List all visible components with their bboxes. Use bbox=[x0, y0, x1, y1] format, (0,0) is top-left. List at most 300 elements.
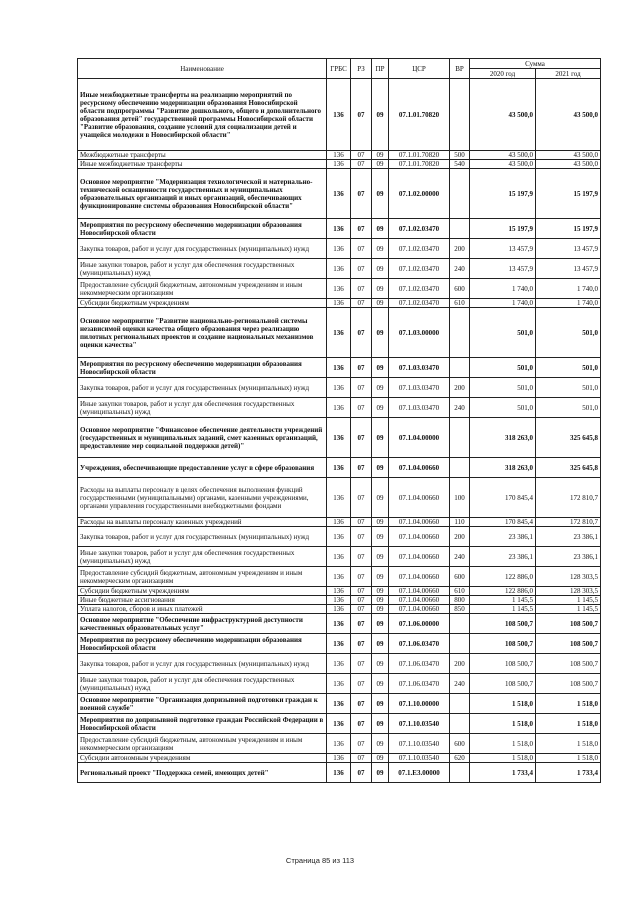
row-grbs: 136 bbox=[327, 518, 351, 527]
row-pr: 09 bbox=[372, 614, 389, 634]
row-csr: 07.1.01.70820 bbox=[389, 160, 450, 169]
row-vr bbox=[450, 694, 470, 714]
row-rz: 07 bbox=[351, 378, 372, 398]
table-row bbox=[78, 654, 601, 674]
table-row bbox=[78, 358, 601, 378]
row-sum-2021: 325 645,8 bbox=[536, 458, 601, 478]
row-rz: 07 bbox=[351, 734, 372, 754]
row-sum-2021: 325 645,8 bbox=[536, 418, 601, 458]
row-grbs: 136 bbox=[327, 605, 351, 614]
row-grbs: 136 bbox=[327, 547, 351, 567]
row-rz: 07 bbox=[351, 279, 372, 299]
row-sum-2021: 1 740,0 bbox=[536, 299, 601, 308]
row-sum-2021: 1 145,5 bbox=[536, 605, 601, 614]
row-pr: 09 bbox=[372, 567, 389, 587]
table-body bbox=[78, 79, 601, 783]
row-sum-2020: 43 500,0 bbox=[470, 151, 536, 160]
row-rz: 07 bbox=[351, 518, 372, 527]
row-pr: 09 bbox=[372, 79, 389, 151]
row-sum-2021: 15 197,9 bbox=[536, 169, 601, 219]
row-rz: 07 bbox=[351, 547, 372, 567]
row-sum-2020: 15 197,9 bbox=[470, 219, 536, 239]
row-sum-2021: 501,0 bbox=[536, 308, 601, 358]
table-row bbox=[78, 169, 601, 219]
row-sum-2020: 13 457,9 bbox=[470, 239, 536, 259]
row-pr: 09 bbox=[372, 634, 389, 654]
table-row bbox=[78, 151, 601, 160]
row-csr: 07.1.01.70820 bbox=[389, 151, 450, 160]
row-csr: 07.1.10.00000 bbox=[389, 694, 450, 714]
row-grbs: 136 bbox=[327, 299, 351, 308]
table-row bbox=[78, 734, 601, 754]
row-csr: 07.1.06.03470 bbox=[389, 654, 450, 674]
row-sum-2021: 1 518,0 bbox=[536, 754, 601, 763]
row-name: Учреждения, обеспечивающие предоставление услуг в сфере образования bbox=[78, 458, 327, 478]
row-sum-2021: 128 303,5 bbox=[536, 567, 601, 587]
row-vr bbox=[450, 418, 470, 458]
row-csr: 07.1.04.00660 bbox=[389, 547, 450, 567]
row-grbs: 136 bbox=[327, 169, 351, 219]
row-vr: 500 bbox=[450, 151, 470, 160]
row-vr bbox=[450, 614, 470, 634]
row-grbs: 136 bbox=[327, 160, 351, 169]
row-sum-2020: 1 518,0 bbox=[470, 694, 536, 714]
row-pr: 09 bbox=[372, 151, 389, 160]
row-grbs: 136 bbox=[327, 358, 351, 378]
row-sum-2021: 108 500,7 bbox=[536, 674, 601, 694]
row-vr: 800 bbox=[450, 596, 470, 605]
row-pr: 09 bbox=[372, 654, 389, 674]
row-name: Иные закупки товаров, работ и услуг для обеспечения государственных (муниципальных) нужд bbox=[78, 547, 327, 567]
row-pr: 09 bbox=[372, 674, 389, 694]
row-name: Субсидии автономным учреждениям bbox=[78, 754, 327, 763]
row-sum-2021: 501,0 bbox=[536, 398, 601, 418]
row-name: Иные межбюджетные трансферты на реализацию мероприятий по ресурсному обеспечению модернизации образования Новосибирской области подпрограммы "Развитие дошкольного, общего и дополнительного образования детей" государственной программы Новосибирской области "Развитие образования, создание условий для социализации детей и учащейся молодежи в Новосибирской области" bbox=[78, 79, 327, 151]
row-vr: 200 bbox=[450, 654, 470, 674]
row-grbs: 136 bbox=[327, 714, 351, 734]
row-rz: 07 bbox=[351, 239, 372, 259]
row-name: Предоставление субсидий бюджетным, автономным учреждениям и иным некоммерческим организациям bbox=[78, 279, 327, 299]
row-vr: 600 bbox=[450, 734, 470, 754]
table-row bbox=[78, 79, 601, 151]
row-sum-2020: 1 518,0 bbox=[470, 714, 536, 734]
row-sum-2021: 108 500,7 bbox=[536, 634, 601, 654]
row-pr: 09 bbox=[372, 279, 389, 299]
row-name: Мероприятия по ресурсному обеспечению модернизации образования Новосибирской области bbox=[78, 634, 327, 654]
row-csr: 07.1.04.00660 bbox=[389, 596, 450, 605]
row-rz: 07 bbox=[351, 634, 372, 654]
table-row bbox=[78, 714, 601, 734]
row-name: Уплата налогов, сборов и иных платежей bbox=[78, 605, 327, 614]
row-csr: 07.1.10.03540 bbox=[389, 714, 450, 734]
row-vr: 540 bbox=[450, 160, 470, 169]
row-pr: 09 bbox=[372, 547, 389, 567]
row-sum-2021: 23 386,1 bbox=[536, 547, 601, 567]
row-vr: 240 bbox=[450, 259, 470, 279]
row-rz: 07 bbox=[351, 259, 372, 279]
row-pr: 09 bbox=[372, 219, 389, 239]
row-pr: 09 bbox=[372, 299, 389, 308]
row-sum-2021: 172 810,7 bbox=[536, 478, 601, 518]
table-row bbox=[78, 634, 601, 654]
row-sum-2021: 23 386,1 bbox=[536, 527, 601, 547]
row-grbs: 136 bbox=[327, 239, 351, 259]
row-sum-2021: 172 810,7 bbox=[536, 518, 601, 527]
row-name: Субсидии бюджетным учреждениям bbox=[78, 587, 327, 596]
row-csr: 07.1.04.00660 bbox=[389, 518, 450, 527]
table-row bbox=[78, 587, 601, 596]
row-grbs: 136 bbox=[327, 763, 351, 783]
row-grbs: 136 bbox=[327, 458, 351, 478]
row-csr: 07.1.06.03470 bbox=[389, 634, 450, 654]
row-csr: 07.1.04.00660 bbox=[389, 458, 450, 478]
row-vr bbox=[450, 634, 470, 654]
row-sum-2021: 1 740,0 bbox=[536, 279, 601, 299]
row-sum-2021: 501,0 bbox=[536, 358, 601, 378]
row-rz: 07 bbox=[351, 418, 372, 458]
row-pr: 09 bbox=[372, 518, 389, 527]
row-grbs: 136 bbox=[327, 418, 351, 458]
table-row bbox=[78, 239, 601, 259]
row-pr: 09 bbox=[372, 239, 389, 259]
row-name: Основное мероприятие "Развитие национально-региональной системы независимой оценки качества общего образования через реализацию пилотных региональных проектов и создание национальных механизмов оценки качества" bbox=[78, 308, 327, 358]
row-rz: 07 bbox=[351, 478, 372, 518]
row-csr: 07.1.04.00660 bbox=[389, 587, 450, 596]
row-sum-2020: 501,0 bbox=[470, 358, 536, 378]
row-sum-2021: 15 197,9 bbox=[536, 219, 601, 239]
row-rz: 07 bbox=[351, 754, 372, 763]
row-csr: 07.1.02.03470 bbox=[389, 299, 450, 308]
row-csr: 07.1.04.00660 bbox=[389, 567, 450, 587]
row-vr bbox=[450, 358, 470, 378]
row-sum-2021: 108 500,7 bbox=[536, 614, 601, 634]
row-sum-2020: 170 845,4 bbox=[470, 478, 536, 518]
row-name: Закупка товаров, работ и услуг для государственных (муниципальных) нужд bbox=[78, 654, 327, 674]
row-sum-2020: 1 518,0 bbox=[470, 734, 536, 754]
row-pr: 09 bbox=[372, 169, 389, 219]
row-grbs: 136 bbox=[327, 734, 351, 754]
row-name: Субсидии бюджетным учреждениям bbox=[78, 299, 327, 308]
row-grbs: 136 bbox=[327, 398, 351, 418]
table-row bbox=[78, 605, 601, 614]
row-sum-2021: 1 518,0 bbox=[536, 714, 601, 734]
row-name: Основное мероприятие "Модернизация технологической и материально-технической оснащенности государственных и муниципальных образовательных организаций и иных организаций, обеспечивающих функционирование системы образования Новосибирской области" bbox=[78, 169, 327, 219]
row-csr: 07.1.02.03470 bbox=[389, 259, 450, 279]
row-sum-2021: 13 457,9 bbox=[536, 239, 601, 259]
header-pr: ПР bbox=[372, 59, 389, 79]
row-name: Мероприятия по допризывной подготовке граждан Российской Федерации в Новосибирской области bbox=[78, 714, 327, 734]
table-row bbox=[78, 458, 601, 478]
row-pr: 09 bbox=[372, 763, 389, 783]
row-rz: 07 bbox=[351, 694, 372, 714]
table-row bbox=[78, 219, 601, 239]
row-csr: 07.1.02.00000 bbox=[389, 169, 450, 219]
row-vr bbox=[450, 79, 470, 151]
row-sum-2020: 318 263,0 bbox=[470, 418, 536, 458]
row-pr: 09 bbox=[372, 308, 389, 358]
row-vr: 600 bbox=[450, 567, 470, 587]
table-row bbox=[78, 418, 601, 458]
row-sum-2020: 1 740,0 bbox=[470, 299, 536, 308]
row-rz: 07 bbox=[351, 527, 372, 547]
table-row bbox=[78, 478, 601, 518]
row-name: Иные закупки товаров, работ и услуг для обеспечения государственных (муниципальных) нужд bbox=[78, 259, 327, 279]
row-sum-2020: 1 518,0 bbox=[470, 754, 536, 763]
table-row bbox=[78, 518, 601, 527]
row-sum-2020: 501,0 bbox=[470, 378, 536, 398]
row-csr: 07.1.02.03470 bbox=[389, 239, 450, 259]
row-name: Закупка товаров, работ и услуг для государственных (муниципальных) нужд bbox=[78, 239, 327, 259]
row-pr: 09 bbox=[372, 714, 389, 734]
row-csr: 07.1.03.00000 bbox=[389, 308, 450, 358]
row-grbs: 136 bbox=[327, 654, 351, 674]
table-row bbox=[78, 754, 601, 763]
row-pr: 09 bbox=[372, 160, 389, 169]
row-rz: 07 bbox=[351, 398, 372, 418]
table-row bbox=[78, 527, 601, 547]
row-sum-2020: 15 197,9 bbox=[470, 169, 536, 219]
row-pr: 09 bbox=[372, 478, 389, 518]
header-csr: ЦСР bbox=[389, 59, 450, 79]
table-row bbox=[78, 567, 601, 587]
row-grbs: 136 bbox=[327, 587, 351, 596]
header-rz: РЗ bbox=[351, 59, 372, 79]
row-name: Предоставление субсидий бюджетным, автономным учреждениям и иным некоммерческим организациям bbox=[78, 567, 327, 587]
row-sum-2021: 43 500,0 bbox=[536, 160, 601, 169]
table-row bbox=[78, 378, 601, 398]
row-vr: 100 bbox=[450, 478, 470, 518]
row-name: Закупка товаров, работ и услуг для государственных (муниципальных) нужд bbox=[78, 378, 327, 398]
row-name: Расходы на выплаты персоналу казенных учреждений bbox=[78, 518, 327, 527]
row-vr bbox=[450, 308, 470, 358]
row-name: Мероприятия по ресурсному обеспечению модернизации образования Новосибирской области bbox=[78, 358, 327, 378]
row-rz: 07 bbox=[351, 587, 372, 596]
row-grbs: 136 bbox=[327, 279, 351, 299]
row-pr: 09 bbox=[372, 596, 389, 605]
row-vr: 110 bbox=[450, 518, 470, 527]
row-rz: 07 bbox=[351, 308, 372, 358]
row-sum-2020: 122 886,0 bbox=[470, 587, 536, 596]
header-vr: ВР bbox=[450, 59, 470, 79]
table-row bbox=[78, 694, 601, 714]
row-rz: 07 bbox=[351, 151, 372, 160]
row-sum-2020: 43 500,0 bbox=[470, 160, 536, 169]
header-name: Наименование bbox=[78, 59, 327, 79]
row-sum-2021: 1 145,5 bbox=[536, 596, 601, 605]
row-vr: 240 bbox=[450, 398, 470, 418]
row-csr: 07.1.04.00000 bbox=[389, 418, 450, 458]
row-vr: 200 bbox=[450, 239, 470, 259]
table-row bbox=[78, 763, 601, 783]
row-name: Региональный проект "Поддержка семей, имеющих детей" bbox=[78, 763, 327, 783]
row-vr bbox=[450, 219, 470, 239]
row-pr: 09 bbox=[372, 418, 389, 458]
row-name: Иные закупки товаров, работ и услуг для обеспечения государственных (муниципальных) нужд bbox=[78, 398, 327, 418]
row-name: Мероприятия по ресурсному обеспечению модернизации образования Новосибирской области bbox=[78, 219, 327, 239]
row-rz: 07 bbox=[351, 79, 372, 151]
row-grbs: 136 bbox=[327, 634, 351, 654]
row-name: Иные межбюджетные трансферты bbox=[78, 160, 327, 169]
row-rz: 07 bbox=[351, 299, 372, 308]
row-sum-2021: 501,0 bbox=[536, 378, 601, 398]
row-csr: 07.1.03.03470 bbox=[389, 398, 450, 418]
row-grbs: 136 bbox=[327, 527, 351, 547]
document-page bbox=[77, 58, 600, 783]
row-sum-2021: 43 500,0 bbox=[536, 79, 601, 151]
row-vr bbox=[450, 169, 470, 219]
row-grbs: 136 bbox=[327, 308, 351, 358]
row-csr: 07.1.03.03470 bbox=[389, 358, 450, 378]
row-rz: 07 bbox=[351, 567, 372, 587]
row-rz: 07 bbox=[351, 654, 372, 674]
row-pr: 09 bbox=[372, 259, 389, 279]
row-sum-2020: 1 145,5 bbox=[470, 596, 536, 605]
row-rz: 07 bbox=[351, 458, 372, 478]
row-sum-2020: 170 845,4 bbox=[470, 518, 536, 527]
table-row bbox=[78, 614, 601, 634]
row-vr bbox=[450, 763, 470, 783]
row-csr: 07.1.04.00660 bbox=[389, 605, 450, 614]
row-grbs: 136 bbox=[327, 259, 351, 279]
row-csr: 07.1.02.03470 bbox=[389, 279, 450, 299]
row-csr: 07.1.06.03470 bbox=[389, 674, 450, 694]
row-pr: 09 bbox=[372, 378, 389, 398]
row-vr: 850 bbox=[450, 605, 470, 614]
row-sum-2021: 1 518,0 bbox=[536, 734, 601, 754]
row-sum-2020: 43 500,0 bbox=[470, 79, 536, 151]
row-name: Основное мероприятие "Организация допризывной подготовки граждан к военной службе" bbox=[78, 694, 327, 714]
row-csr: 07.1.E3.00000 bbox=[389, 763, 450, 783]
row-csr: 07.1.01.70820 bbox=[389, 79, 450, 151]
row-rz: 07 bbox=[351, 169, 372, 219]
row-vr: 240 bbox=[450, 547, 470, 567]
row-vr: 200 bbox=[450, 378, 470, 398]
row-sum-2021: 1 518,0 bbox=[536, 694, 601, 714]
table-row bbox=[78, 299, 601, 308]
row-pr: 09 bbox=[372, 587, 389, 596]
table-row bbox=[78, 160, 601, 169]
header-grbs: ГРБС bbox=[327, 59, 351, 79]
row-rz: 07 bbox=[351, 358, 372, 378]
row-sum-2020: 108 500,7 bbox=[470, 674, 536, 694]
table-row bbox=[78, 596, 601, 605]
row-rz: 07 bbox=[351, 596, 372, 605]
row-sum-2021: 43 500,0 bbox=[536, 151, 601, 160]
row-pr: 09 bbox=[372, 358, 389, 378]
row-vr: 620 bbox=[450, 754, 470, 763]
row-sum-2021: 108 500,7 bbox=[536, 654, 601, 674]
row-vr: 600 bbox=[450, 279, 470, 299]
row-pr: 09 bbox=[372, 605, 389, 614]
row-pr: 09 bbox=[372, 458, 389, 478]
header-year-2020: 2020 год bbox=[470, 69, 536, 79]
row-name: Основное мероприятие "Финансовое обеспечение деятельности учреждений (государственных и муниципальных заданий, смет казенных организаций, предоставление мер социальной поддержки детей)" bbox=[78, 418, 327, 458]
row-rz: 07 bbox=[351, 160, 372, 169]
row-name: Иные закупки товаров, работ и услуг для обеспечения государственных (муниципальных) нужд bbox=[78, 674, 327, 694]
row-rz: 07 bbox=[351, 714, 372, 734]
table-row bbox=[78, 259, 601, 279]
row-sum-2020: 23 386,1 bbox=[470, 547, 536, 567]
row-sum-2020: 108 500,7 bbox=[470, 654, 536, 674]
row-sum-2020: 501,0 bbox=[470, 398, 536, 418]
row-name: Межбюджетные трансферты bbox=[78, 151, 327, 160]
row-grbs: 136 bbox=[327, 674, 351, 694]
row-vr: 610 bbox=[450, 299, 470, 308]
row-name: Закупка товаров, работ и услуг для государственных (муниципальных) нужд bbox=[78, 527, 327, 547]
row-grbs: 136 bbox=[327, 478, 351, 518]
row-sum-2021: 128 303,5 bbox=[536, 587, 601, 596]
row-sum-2020: 122 886,0 bbox=[470, 567, 536, 587]
row-rz: 07 bbox=[351, 614, 372, 634]
row-pr: 09 bbox=[372, 398, 389, 418]
row-grbs: 136 bbox=[327, 567, 351, 587]
row-rz: 07 bbox=[351, 763, 372, 783]
row-grbs: 136 bbox=[327, 614, 351, 634]
table-row bbox=[78, 308, 601, 358]
table-row bbox=[78, 279, 601, 299]
row-csr: 07.1.02.03470 bbox=[389, 219, 450, 239]
table-row bbox=[78, 398, 601, 418]
row-name: Предоставление субсидий бюджетным, автономным учреждениям и иным некоммерческим организациям bbox=[78, 734, 327, 754]
row-name: Иные бюджетные ассигнования bbox=[78, 596, 327, 605]
row-sum-2020: 108 500,7 bbox=[470, 634, 536, 654]
row-rz: 07 bbox=[351, 674, 372, 694]
row-grbs: 136 bbox=[327, 151, 351, 160]
row-csr: 07.1.04.00660 bbox=[389, 478, 450, 518]
row-csr: 07.1.04.00660 bbox=[389, 527, 450, 547]
table-row bbox=[78, 674, 601, 694]
row-grbs: 136 bbox=[327, 219, 351, 239]
row-sum-2020: 13 457,9 bbox=[470, 259, 536, 279]
row-grbs: 136 bbox=[327, 79, 351, 151]
row-vr: 610 bbox=[450, 587, 470, 596]
row-sum-2020: 108 500,7 bbox=[470, 614, 536, 634]
row-vr: 200 bbox=[450, 527, 470, 547]
row-grbs: 136 bbox=[327, 754, 351, 763]
row-sum-2020: 23 386,1 bbox=[470, 527, 536, 547]
row-csr: 07.1.10.03540 bbox=[389, 734, 450, 754]
row-rz: 07 bbox=[351, 219, 372, 239]
row-sum-2020: 318 263,0 bbox=[470, 458, 536, 478]
row-sum-2020: 1 733,4 bbox=[470, 763, 536, 783]
row-sum-2021: 1 733,4 bbox=[536, 763, 601, 783]
row-csr: 07.1.06.00000 bbox=[389, 614, 450, 634]
row-csr: 07.1.10.03540 bbox=[389, 754, 450, 763]
table-row bbox=[78, 547, 601, 567]
row-pr: 09 bbox=[372, 754, 389, 763]
row-pr: 09 bbox=[372, 734, 389, 754]
budget-table bbox=[77, 58, 601, 783]
row-vr: 240 bbox=[450, 674, 470, 694]
row-name: Расходы на выплаты персоналу в целях обеспечения выполнения функций государственными (муниципальными) органами, казенными учреждениями, органами управления государственными внебюджетными фондами bbox=[78, 478, 327, 518]
row-grbs: 136 bbox=[327, 596, 351, 605]
row-pr: 09 bbox=[372, 527, 389, 547]
page-number: Страница 85 из 113 bbox=[285, 856, 355, 865]
row-csr: 07.1.03.03470 bbox=[389, 378, 450, 398]
row-grbs: 136 bbox=[327, 694, 351, 714]
row-vr bbox=[450, 714, 470, 734]
row-name: Основное мероприятие "Обеспечение инфраструктурной доступности качественных образовательных услуг" bbox=[78, 614, 327, 634]
row-grbs: 136 bbox=[327, 378, 351, 398]
row-sum-2020: 1 145,5 bbox=[470, 605, 536, 614]
header-sum: Сумма bbox=[470, 59, 601, 69]
row-sum-2020: 501,0 bbox=[470, 308, 536, 358]
row-sum-2021: 13 457,9 bbox=[536, 259, 601, 279]
row-pr: 09 bbox=[372, 694, 389, 714]
row-vr bbox=[450, 458, 470, 478]
header-year-2021: 2021 год bbox=[536, 69, 601, 79]
row-rz: 07 bbox=[351, 605, 372, 614]
